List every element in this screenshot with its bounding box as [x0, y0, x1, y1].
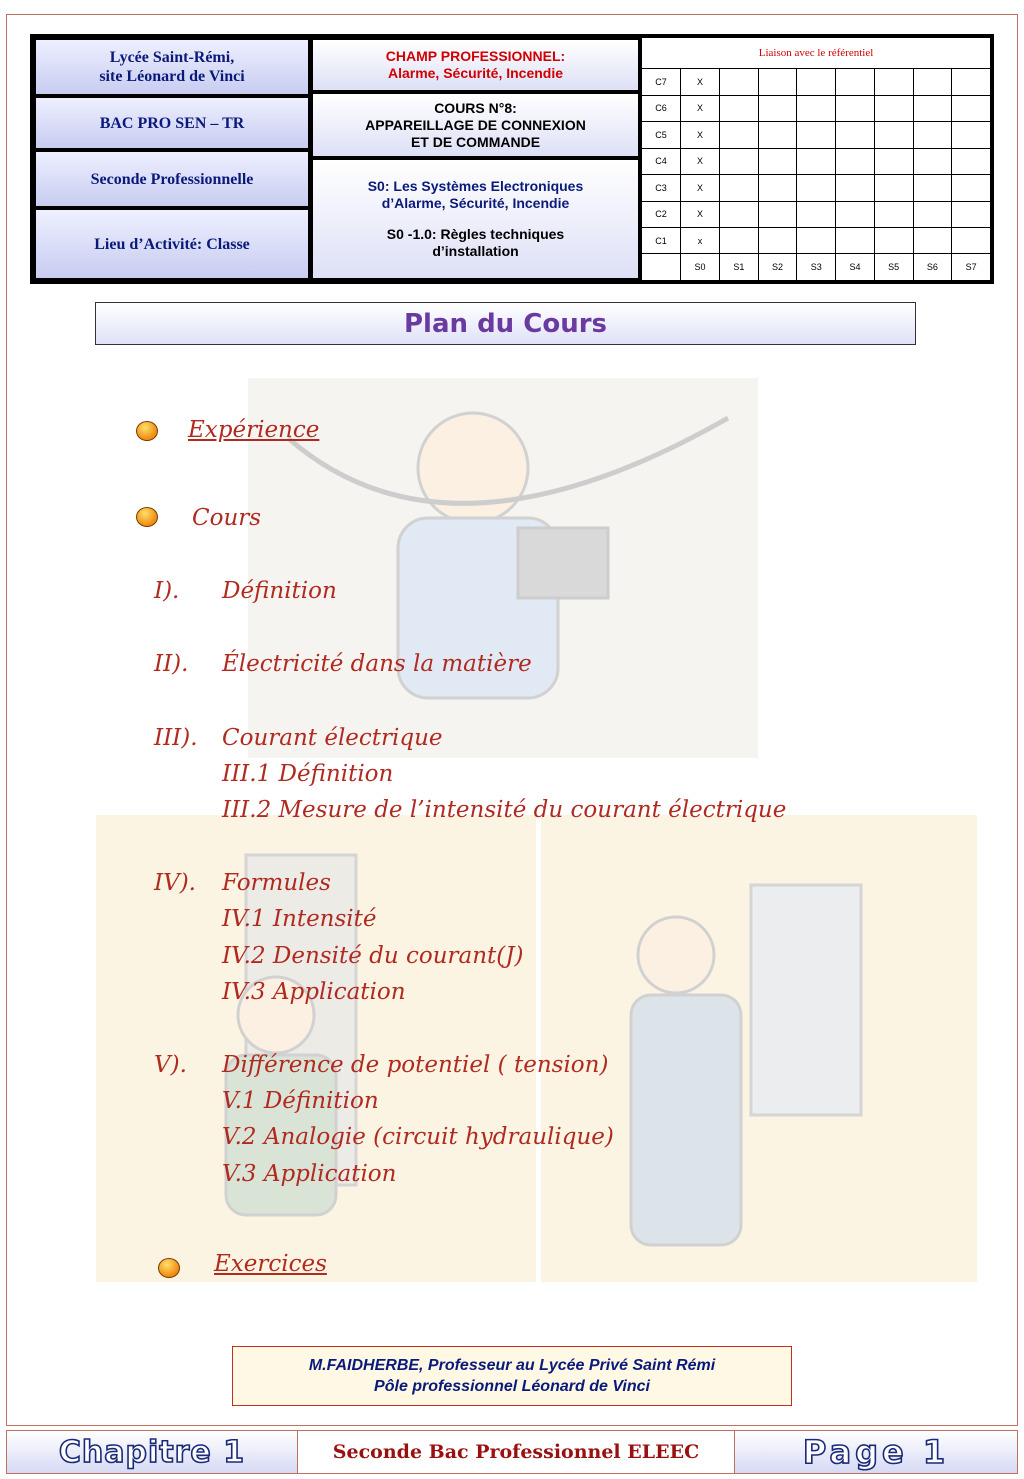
row-mark: X	[681, 148, 720, 174]
table-row	[642, 201, 991, 227]
s0-sub-2: d’installation	[432, 243, 519, 259]
footer-page-number: Page 1	[802, 1433, 950, 1471]
section-number: V).	[154, 1052, 187, 1078]
table-row	[642, 95, 991, 121]
school-cell	[36, 40, 308, 94]
table-row	[642, 122, 991, 148]
row-mark: x	[681, 227, 720, 253]
bullet-icon	[158, 1258, 180, 1278]
activity-cell	[36, 210, 308, 278]
footer-page-box	[735, 1431, 1017, 1473]
experience-heading: Expérience	[188, 417, 320, 443]
column-label: S5	[874, 254, 913, 281]
column-label: S2	[758, 254, 797, 281]
author-line-1: M.FAIDHERBE, Professeur au Lycée Privé Saint Rémi	[308, 1357, 716, 1374]
footer-chapter: Chapitre 1	[58, 1434, 246, 1470]
footer-bar	[6, 1430, 1018, 1474]
table-row	[642, 175, 991, 201]
column-label: S0	[681, 254, 720, 281]
row-label: C4	[642, 148, 681, 174]
column-label: S3	[797, 254, 836, 281]
row-label: C2	[642, 201, 681, 227]
section-title: Courant électrique	[222, 725, 443, 751]
section-number: IV).	[154, 870, 196, 896]
footer-middle-box	[297, 1431, 735, 1473]
diploma-cell	[36, 98, 308, 148]
subsection-title: V.2 Analogie (circuit hydraulique)	[222, 1124, 614, 1150]
school-site: site Léonard de Vinci	[99, 68, 245, 85]
footer-chapter-box	[7, 1431, 297, 1473]
table-row	[642, 227, 991, 253]
table-row	[642, 148, 991, 174]
table-row	[642, 254, 991, 281]
row-mark: X	[681, 201, 720, 227]
electrician-shock-illustration	[248, 378, 758, 758]
column-label: S7	[952, 254, 991, 281]
subsection-title: IV.1 Intensité	[222, 906, 377, 932]
field-title: CHAMP PROFESSIONNEL:	[385, 48, 566, 64]
column-label: S4	[836, 254, 875, 281]
class-level-label: Seconde Professionnelle	[90, 170, 254, 188]
section-number: I).	[154, 578, 180, 604]
author-box	[232, 1346, 792, 1406]
column-label: S6	[913, 254, 952, 281]
section-number: II).	[154, 651, 189, 677]
exercices-heading: Exercices	[214, 1251, 327, 1277]
row-label: C3	[642, 175, 681, 201]
column-label: S1	[720, 254, 759, 281]
section-number: III).	[154, 725, 198, 751]
section-title: Différence de potentiel ( tension)	[222, 1052, 609, 1078]
referential-table	[641, 37, 991, 281]
diploma-label: BAC PRO SEN – TR	[99, 114, 245, 132]
subsection-title: V.3 Application	[222, 1161, 397, 1187]
plan-title: Plan du Cours	[95, 302, 916, 345]
subsection-title: III.1 Définition	[222, 761, 394, 787]
s0-sub-1: S0 -1.0: Règles techniques	[386, 226, 565, 242]
worker-panel-illustration	[541, 815, 977, 1282]
course-number: COURS N°8:	[434, 99, 517, 116]
bullet-icon	[136, 507, 158, 527]
author-line-2: Pôle professionnel Léonard de Vinci	[374, 1378, 650, 1395]
subsection-title: IV.3 Application	[222, 979, 406, 1005]
activity-label: Lieu d’Activité: Classe	[94, 235, 250, 253]
school-name: Lycée Saint-Rémi,	[109, 49, 235, 66]
section-title: Formules	[222, 870, 331, 896]
s0-title-1: S0: Les Systèmes Electroniques	[367, 178, 584, 194]
section-title: Définition	[222, 578, 337, 604]
course-cell	[313, 94, 638, 156]
cours-heading: Cours	[192, 505, 262, 531]
footer-course-level: Seconde Bac Professionnel ELEEC	[332, 1441, 700, 1463]
subsection-title: IV.2 Densité du courant(J)	[222, 943, 524, 969]
header-block	[30, 34, 994, 284]
row-label: C6	[642, 95, 681, 121]
course-title-1: APPAREILLAGE DE CONNEXION	[365, 116, 586, 133]
row-mark: X	[681, 122, 720, 148]
s0-title-2: d’Alarme, Sécurité, Incendie	[381, 195, 570, 211]
row-mark: X	[681, 69, 720, 95]
row-mark: X	[681, 95, 720, 121]
s0-cell	[313, 160, 638, 278]
bullet-icon	[136, 421, 158, 441]
row-mark: X	[681, 175, 720, 201]
row-label: C5	[642, 122, 681, 148]
section-title: Électricité dans la matière	[222, 651, 532, 677]
table-row	[642, 69, 991, 95]
row-label: C1	[642, 227, 681, 253]
subsection-title: V.1 Définition	[222, 1088, 379, 1114]
field-value: Alarme, Sécurité, Incendie	[387, 65, 564, 81]
subsection-title: III.2 Mesure de l’intensité du courant électrique	[222, 797, 787, 823]
field-cell	[313, 40, 638, 90]
class-level-cell	[36, 152, 308, 206]
referential-title: Liaison avec le référentiel	[642, 38, 991, 69]
course-title-2: ET DE COMMANDE	[410, 133, 541, 150]
row-label: C7	[642, 69, 681, 95]
